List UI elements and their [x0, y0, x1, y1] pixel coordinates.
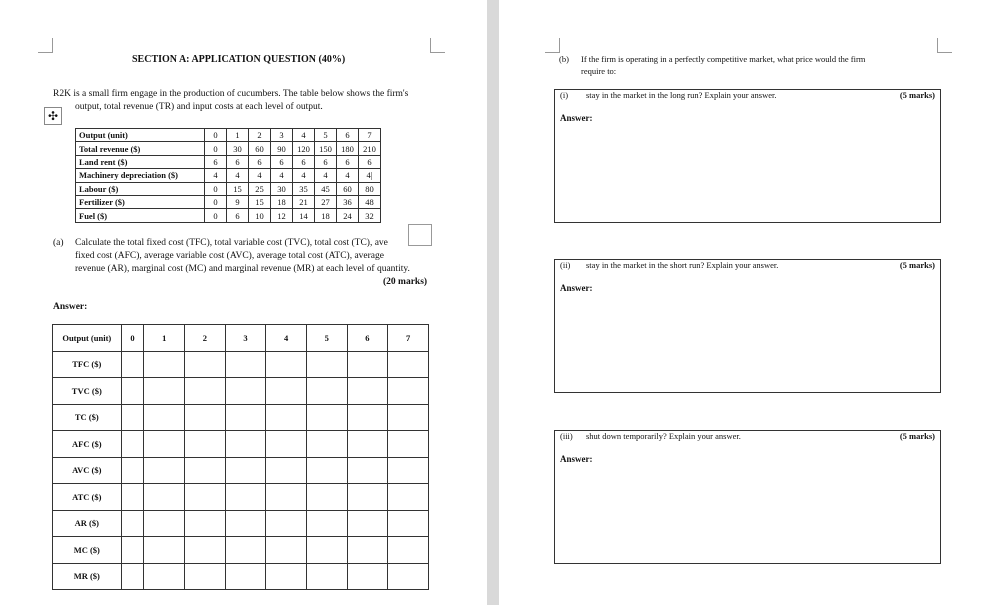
input-row-label: Labour ($)	[76, 182, 205, 195]
answer-input-cell[interactable]	[144, 563, 185, 590]
answer-input-cell[interactable]	[347, 563, 388, 590]
answer-box-part-iii[interactable]	[554, 430, 941, 564]
question-a-line-2: fixed cost (AFC), average variable cost (AVC), average total cost (ATC), average	[75, 251, 384, 261]
answer-input-cell[interactable]	[266, 378, 307, 405]
input-cell: 6	[315, 155, 337, 168]
question-a-label: (a)	[53, 238, 64, 248]
part-ii-marks: (5 marks)	[899, 260, 935, 270]
input-cell: 2	[249, 129, 271, 142]
input-cell: 4	[227, 169, 249, 182]
answer-input-cell[interactable]	[347, 537, 388, 564]
answer-input-cell[interactable]	[225, 378, 266, 405]
margin-corner-mark	[38, 38, 53, 53]
answer-input-cell[interactable]	[185, 378, 226, 405]
input-cell: 0	[205, 142, 227, 155]
input-cell: 120	[293, 142, 315, 155]
answer-table-row	[53, 351, 429, 378]
answer-table	[52, 324, 429, 590]
intro-line-1: R2K is a small firm engage in the production of cucumbers. The table below shows the firm's	[53, 89, 409, 99]
input-cell: 1	[227, 129, 249, 142]
answer-header-label: Output (unit)	[53, 325, 122, 352]
answer-input-cell[interactable]	[121, 351, 144, 378]
question-b-line-2: require to:	[581, 66, 617, 76]
input-cell: 36	[337, 195, 359, 208]
answer-table-row	[53, 431, 429, 458]
answer-input-cell[interactable]	[388, 378, 429, 405]
input-cell: 15	[227, 182, 249, 195]
answer-input-cell[interactable]	[144, 484, 185, 511]
answer-input-cell[interactable]	[121, 431, 144, 458]
answer-input-cell[interactable]	[121, 510, 144, 537]
answer-input-cell[interactable]	[388, 457, 429, 484]
answer-input-cell[interactable]	[347, 457, 388, 484]
part-i-marks: (5 marks)	[899, 90, 935, 100]
answer-input-cell[interactable]	[347, 351, 388, 378]
answer-input-cell[interactable]	[388, 431, 429, 458]
answer-input-cell[interactable]	[144, 537, 185, 564]
input-cell: 32	[359, 209, 381, 222]
input-cell: 15	[249, 195, 271, 208]
answer-input-cell[interactable]	[144, 457, 185, 484]
answer-input-cell[interactable]	[225, 563, 266, 590]
answer-table-row	[53, 378, 429, 405]
answer-input-cell[interactable]	[347, 404, 388, 431]
part-iii-question: shut down temporarily? Explain your answer.	[586, 431, 741, 441]
table-resize-handle[interactable]	[408, 224, 432, 246]
input-table-row	[76, 129, 381, 142]
input-cell: 150	[315, 142, 337, 155]
question-a-line-3: revenue (AR), marginal cost (MC) and marginal revenue (MR) at each level of quantity.	[75, 264, 410, 274]
answer-row-label: TC ($)	[53, 404, 122, 431]
answer-header-output: 7	[388, 325, 429, 352]
answer-input-cell[interactable]	[388, 563, 429, 590]
answer-input-cell[interactable]	[347, 510, 388, 537]
answer-input-cell[interactable]	[266, 537, 307, 564]
part-i-question: stay in the market in the long run? Explain your answer.	[586, 90, 777, 100]
input-cell: 60	[337, 182, 359, 195]
question-a-marks: (20 marks)	[383, 277, 428, 287]
input-cell: 0	[205, 209, 227, 222]
input-cell: 45	[315, 182, 337, 195]
answer-header-output: 2	[185, 325, 226, 352]
input-cell: 48	[359, 195, 381, 208]
answer-input-cell[interactable]	[266, 484, 307, 511]
part-i-answer-label: Answer:	[560, 113, 593, 123]
answer-input-cell[interactable]	[185, 431, 226, 458]
input-table-row	[76, 142, 381, 155]
input-cell: 4	[271, 169, 293, 182]
answer-table-header-row	[53, 325, 429, 352]
intro-line-2: output, total revenue (TR) and input costs at each level of output.	[75, 102, 323, 112]
answer-input-cell[interactable]	[306, 351, 347, 378]
answer-row-label: TFC ($)	[53, 351, 122, 378]
input-cell: 80	[359, 182, 381, 195]
answer-input-cell[interactable]	[306, 378, 347, 405]
input-cell: 4	[249, 169, 271, 182]
input-cell: 6	[249, 155, 271, 168]
answer-header-output: 1	[144, 325, 185, 352]
answer-input-cell[interactable]	[225, 351, 266, 378]
input-row-label: Output (unit)	[76, 129, 205, 142]
left-page	[0, 0, 487, 605]
input-cell: 30	[227, 142, 249, 155]
section-title: SECTION A: APPLICATION QUESTION (40%)	[132, 54, 346, 65]
answer-input-cell[interactable]	[185, 457, 226, 484]
answer-row-label: TVC ($)	[53, 378, 122, 405]
input-cell: 0	[205, 129, 227, 142]
input-cell: 7	[359, 129, 381, 142]
answer-header-output: 6	[347, 325, 388, 352]
answer-input-cell[interactable]	[388, 404, 429, 431]
input-cell: 6	[271, 155, 293, 168]
input-cell: 90	[271, 142, 293, 155]
answer-input-cell[interactable]	[266, 351, 307, 378]
input-row-label: Machinery depreciation ($)	[76, 169, 205, 182]
table-move-handle-icon[interactable]: ✣	[44, 107, 62, 125]
input-cell: 6	[227, 209, 249, 222]
part-i-number: (i)	[560, 90, 569, 100]
question-b-line-1: If the firm is operating in a perfectly competitive market, what price would the firm	[581, 54, 866, 64]
answer-input-cell[interactable]	[185, 510, 226, 537]
answer-input-cell[interactable]	[185, 563, 226, 590]
answer-input-cell[interactable]	[347, 378, 388, 405]
input-cell: 18	[315, 209, 337, 222]
answer-input-cell[interactable]	[185, 351, 226, 378]
margin-corner-mark	[937, 38, 952, 53]
answer-input-cell[interactable]	[225, 510, 266, 537]
answer-input-cell[interactable]	[225, 404, 266, 431]
input-cell: 4	[337, 169, 359, 182]
input-table-row	[76, 169, 381, 182]
part-ii-answer-label: Answer:	[560, 283, 593, 293]
input-cell: 210	[359, 142, 381, 155]
answer-input-cell[interactable]	[388, 537, 429, 564]
answer-input-cell[interactable]	[388, 484, 429, 511]
answer-input-cell[interactable]	[225, 537, 266, 564]
answer-label: Answer:	[53, 302, 88, 312]
answer-input-cell[interactable]	[121, 484, 144, 511]
answer-input-cell[interactable]	[144, 431, 185, 458]
answer-header-output: 0	[121, 325, 144, 352]
answer-input-cell[interactable]	[306, 484, 347, 511]
part-iii-marks: (5 marks)	[899, 431, 935, 441]
answer-input-cell[interactable]	[306, 510, 347, 537]
question-a-line-1: Calculate the total fixed cost (TFC), total variable cost (TVC), total cost (TC), ave	[75, 238, 388, 248]
answer-input-cell[interactable]	[225, 431, 266, 458]
input-cell: 6	[293, 155, 315, 168]
input-table-row	[76, 195, 381, 208]
answer-input-cell[interactable]	[185, 537, 226, 564]
answer-input-cell[interactable]	[121, 563, 144, 590]
input-cell: 18	[271, 195, 293, 208]
input-cell: 6	[359, 155, 381, 168]
input-row-label: Land rent ($)	[76, 155, 205, 168]
input-table-row	[76, 155, 381, 168]
answer-input-cell[interactable]	[266, 510, 307, 537]
input-cell: 12	[271, 209, 293, 222]
answer-input-cell[interactable]	[266, 431, 307, 458]
answer-input-cell[interactable]	[144, 378, 185, 405]
input-cell: 3	[271, 129, 293, 142]
answer-table-row	[53, 563, 429, 590]
answer-input-cell[interactable]	[388, 510, 429, 537]
answer-header-output: 4	[266, 325, 307, 352]
answer-input-cell[interactable]	[306, 537, 347, 564]
answer-row-label: ATC ($)	[53, 484, 122, 511]
answer-table-row	[53, 484, 429, 511]
margin-corner-mark	[430, 38, 445, 53]
input-cell: 21	[293, 195, 315, 208]
input-cell: 9	[227, 195, 249, 208]
page-gutter	[487, 0, 499, 605]
input-cell: 24	[337, 209, 359, 222]
part-iii-answer-label: Answer:	[560, 454, 593, 464]
input-cell: 14	[293, 209, 315, 222]
answer-box-part-i[interactable]	[554, 89, 941, 223]
input-cell: 27	[315, 195, 337, 208]
answer-table-row	[53, 510, 429, 537]
part-iii-number: (iii)	[560, 431, 573, 441]
answer-input-cell[interactable]	[266, 563, 307, 590]
answer-input-cell[interactable]	[306, 404, 347, 431]
input-cost-table	[75, 128, 381, 223]
answer-input-cell[interactable]	[266, 457, 307, 484]
answer-input-cell[interactable]	[388, 351, 429, 378]
answer-input-cell[interactable]	[185, 404, 226, 431]
input-cell: 6	[205, 155, 227, 168]
answer-input-cell[interactable]	[144, 510, 185, 537]
right-page	[499, 0, 998, 605]
part-ii-question: stay in the market in the short run? Explain your answer.	[586, 260, 779, 270]
answer-row-label: MR ($)	[53, 563, 122, 590]
input-cell: 4	[293, 169, 315, 182]
input-cell: 4	[315, 169, 337, 182]
input-cell: 60	[249, 142, 271, 155]
answer-input-cell[interactable]	[266, 404, 307, 431]
answer-input-cell[interactable]	[306, 431, 347, 458]
question-b-label: (b)	[559, 54, 569, 64]
input-cell: 4	[293, 129, 315, 142]
answer-input-cell[interactable]	[144, 404, 185, 431]
input-cell: 30	[271, 182, 293, 195]
input-cell: 0	[205, 182, 227, 195]
answer-input-cell[interactable]	[306, 457, 347, 484]
input-table-row	[76, 182, 381, 195]
answer-header-output: 5	[306, 325, 347, 352]
answer-table-row	[53, 537, 429, 564]
answer-table-row	[53, 404, 429, 431]
input-table-row	[76, 209, 381, 222]
input-cell: 10	[249, 209, 271, 222]
answer-table-row	[53, 457, 429, 484]
input-row-label: Fertilizer ($)	[76, 195, 205, 208]
input-row-label: Total revenue ($)	[76, 142, 205, 155]
input-row-label: Fuel ($)	[76, 209, 205, 222]
answer-input-cell[interactable]	[225, 484, 266, 511]
answer-input-cell[interactable]	[185, 484, 226, 511]
input-cell: 35	[293, 182, 315, 195]
answer-input-cell[interactable]	[121, 457, 144, 484]
answer-header-output: 3	[225, 325, 266, 352]
answer-input-cell[interactable]	[121, 378, 144, 405]
answer-row-label: AR ($)	[53, 510, 122, 537]
answer-input-cell[interactable]	[144, 351, 185, 378]
input-cell: 0	[205, 195, 227, 208]
answer-row-label: AVC ($)	[53, 457, 122, 484]
answer-row-label: AFC ($)	[53, 431, 122, 458]
answer-input-cell[interactable]	[121, 537, 144, 564]
answer-box-part-ii[interactable]	[554, 259, 941, 393]
answer-input-cell[interactable]	[306, 563, 347, 590]
margin-corner-mark	[545, 38, 560, 53]
input-cell: 6	[337, 155, 359, 168]
answer-input-cell[interactable]	[225, 457, 266, 484]
input-cell: 25	[249, 182, 271, 195]
part-ii-number: (ii)	[560, 260, 571, 270]
input-cell: 4	[205, 169, 227, 182]
input-cell: 6	[227, 155, 249, 168]
input-cell: 6	[337, 129, 359, 142]
input-cell: 4|	[359, 169, 381, 182]
answer-input-cell[interactable]	[347, 484, 388, 511]
input-cell: 180	[337, 142, 359, 155]
answer-input-cell[interactable]	[347, 431, 388, 458]
answer-row-label: MC ($)	[53, 537, 122, 564]
input-cell: 5	[315, 129, 337, 142]
answer-input-cell[interactable]	[121, 404, 144, 431]
